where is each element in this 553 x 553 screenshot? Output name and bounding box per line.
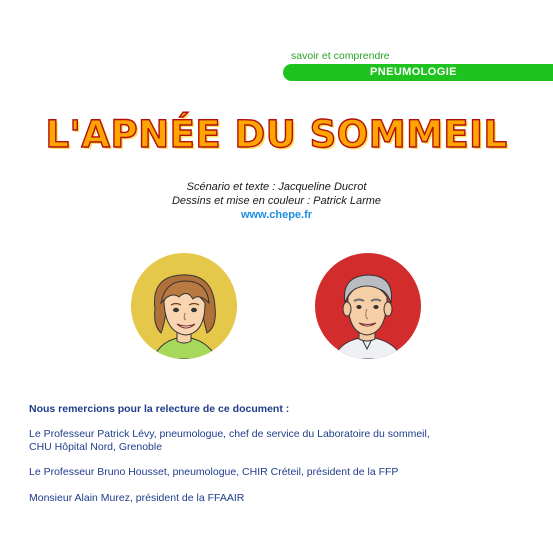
acknowledgement-line: CHU Hôpital Nord, Grenoble — [29, 441, 163, 453]
category-label: PNEUMOLOGIE — [370, 66, 457, 78]
acknowledgement-line: Le Professeur Bruno Housset, pneumologue, CHIR Créteil, président de la FFP — [29, 466, 399, 478]
main-title: L'APNÉE DU SOMMEIL — [45, 113, 508, 156]
category-banner — [283, 64, 553, 81]
woman-portrait — [131, 253, 237, 359]
credit-script: Scénario et texte : Jacqueline Ducrot — [186, 181, 367, 193]
acknowledgements-heading: Nous remercions pour la relecture de ce document : — [29, 403, 290, 415]
man-portrait — [315, 253, 421, 359]
acknowledgement-line: Monsieur Alain Murez, président de la FFAAIR — [29, 492, 245, 504]
acknowledgement-item — [29, 492, 244, 505]
acknowledgement-line: Le Professeur Patrick Lévy, pneumologue, chef de service du Laboratoire du sommeil, — [29, 428, 430, 440]
credit-drawings: Dessins et mise en couleur : Patrick Larme — [171, 195, 382, 207]
acknowledgement-item — [29, 466, 398, 479]
acknowledgement-item — [29, 428, 430, 454]
website-link[interactable]: www.chepe.fr — [240, 209, 313, 221]
series-label: savoir et comprendre — [291, 50, 390, 62]
